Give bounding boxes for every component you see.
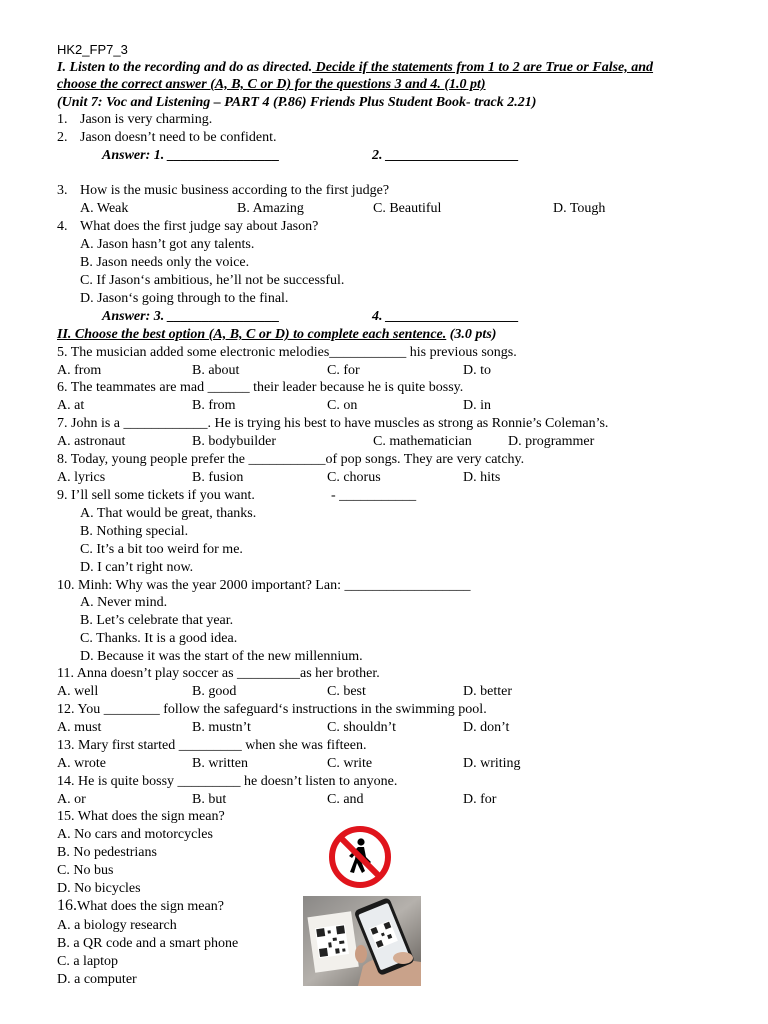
q8-option-c: C. chorus xyxy=(327,470,381,485)
q3-option-c: C. Beautiful xyxy=(373,201,442,216)
section2-title: II. Choose the best option (A, B, C or D) to complete each sentence. xyxy=(57,327,447,342)
section1-title: I. Listen to the recording and do as directed. xyxy=(57,60,313,75)
q5-option-c: C. for xyxy=(327,363,360,378)
q12-option-d: D. don’t xyxy=(463,720,510,735)
q7-option-b: B. bodybuilder xyxy=(192,434,276,449)
section1-instruction: Decide if the statements from 1 to 2 are True or False, and xyxy=(312,60,654,75)
answer-2-line: 2. ___________________ xyxy=(372,148,519,163)
question-13: 13. Mary first started _________ when she was fifteen. xyxy=(57,738,367,753)
q7-option-d: D. programmer xyxy=(508,434,595,449)
question-4: 4. What does the first judge say about Jason? xyxy=(57,219,319,234)
q5-option-b: B. about xyxy=(192,363,240,378)
q10-option-a: A. Never mind. xyxy=(80,595,168,610)
question-8: 8. Today, young people prefer the ___________of pop songs. They are very catchy. xyxy=(57,452,525,467)
q14-option-a: A. or xyxy=(57,792,86,807)
q11-option-c: C. best xyxy=(327,684,366,699)
q11-option-b: B. good xyxy=(192,684,237,699)
q12-option-c: C. shouldn’t xyxy=(327,720,396,735)
question-15: 15. What does the sign mean? xyxy=(57,809,225,824)
question-9-blank: - ___________ xyxy=(331,488,417,503)
q4-option-a: A. Jason hasn’t got any talents. xyxy=(80,237,255,252)
question-14: 14. He is quite bossy _________ he doesn’t listen to anyone. xyxy=(57,774,398,789)
q8-option-b: B. fusion xyxy=(192,470,244,485)
q4-option-b: B. Jason needs only the voice. xyxy=(80,255,250,270)
question-6: 6. The teammates are mad ______ their leader because he is quite bossy. xyxy=(57,380,464,395)
section2-points: (3.0 pts) xyxy=(446,327,497,342)
q10-option-d: D. Because it was the start of the new millennium. xyxy=(80,649,363,664)
q8-option-a: A. lyrics xyxy=(57,470,106,485)
q5-option-a: A. from xyxy=(57,363,102,378)
answer-3-line: Answer: 3. ________________ xyxy=(102,309,280,324)
q6-option-c: C. on xyxy=(327,398,358,413)
q11-option-a: A. well xyxy=(57,684,99,699)
q6-option-a: A. at xyxy=(57,398,85,413)
q15-option-a: A. No cars and motorcycles xyxy=(57,827,213,842)
q13-option-c: C. write xyxy=(327,756,373,771)
q9-option-c: C. It’s a bit too weird for me. xyxy=(80,542,243,557)
q16-option-c: C. a laptop xyxy=(57,954,119,969)
q11-option-d: D. better xyxy=(463,684,512,699)
section1-heading-line3: (Unit 7: Voc and Listening – PART 4 (P.86) Friends Plus Student Book- track 2.21) xyxy=(57,95,537,110)
q16-option-b: B. a QR code and a smart phone xyxy=(57,936,239,951)
statement-1-text: Jason is very charming. xyxy=(80,112,213,127)
question-11: 11. Anna doesn’t play soccer as _________as her brother. xyxy=(57,666,380,681)
statement-1: 1. Jason is very charming. xyxy=(57,112,213,127)
section1-heading-line1 xyxy=(57,60,653,76)
q13-option-d: D. writing xyxy=(463,756,521,771)
q14-option-c: C. and xyxy=(327,792,364,807)
q13-option-a: A. wrote xyxy=(57,756,106,771)
q7-option-c: C. mathematician xyxy=(373,434,472,449)
q15-option-b: B. No pedestrians xyxy=(57,845,157,860)
qr-code-phone-icon xyxy=(303,896,421,986)
section1-heading-line2: choose the correct answer (A, B, C or D) for the questions 3 and 4. (1.0 pt) xyxy=(57,77,486,92)
question-16 xyxy=(57,898,224,915)
qr-phone-photo xyxy=(303,896,421,986)
statement-2-text: Jason doesn’t need to be confident. xyxy=(80,130,277,145)
question-16-number: 16. xyxy=(57,897,77,914)
q6-option-b: B. from xyxy=(192,398,236,413)
q12-option-a: A. must xyxy=(57,720,102,735)
q5-option-d: D. to xyxy=(463,363,491,378)
q3-option-b: B. Amazing xyxy=(237,201,304,216)
worksheet-code: HK2_FP7_3 xyxy=(57,42,128,57)
q14-option-d: D. for xyxy=(463,792,497,807)
question-16-text: What does the sign mean? xyxy=(77,899,224,914)
question-3-text: How is the music business according to the first judge? xyxy=(80,183,390,198)
q10-option-c: C. Thanks. It is a good idea. xyxy=(80,631,238,646)
q9-option-b: B. Nothing special. xyxy=(80,524,189,539)
statement-2: 2. Jason doesn’t need to be confident. xyxy=(57,130,277,145)
q12-option-b: B. mustn’t xyxy=(192,720,251,735)
question-12: 12. You ________ follow the safeguard‘s instructions in the swimming pool. xyxy=(57,702,487,717)
q16-option-a: A. a biology research xyxy=(57,918,177,933)
q9-option-d: D. I can’t right now. xyxy=(80,560,194,575)
q13-option-b: B. written xyxy=(192,756,248,771)
question-3: 3. How is the music business according to the first judge? xyxy=(57,183,390,198)
q7-option-a: A. astronaut xyxy=(57,434,126,449)
no-pedestrians-sign-icon xyxy=(328,825,392,889)
answer-4-line: 4. ___________________ xyxy=(372,309,519,324)
question-4-text: What does the first judge say about Jason? xyxy=(80,219,319,234)
q9-option-a: A. That would be great, thanks. xyxy=(80,506,257,521)
answer-1-line: Answer: 1. ________________ xyxy=(102,148,280,163)
q3-option-a: A. Weak xyxy=(80,201,129,216)
q14-option-b: B. but xyxy=(192,792,227,807)
q15-option-c: C. No bus xyxy=(57,863,114,878)
question-5: 5. The musician added some electronic melodies___________ his previous songs. xyxy=(57,345,517,360)
section2-heading xyxy=(57,327,496,343)
q4-option-c: C. If Jason‘s ambitious, he’ll not be successful. xyxy=(80,273,345,288)
q16-option-d: D. a computer xyxy=(57,972,137,987)
q4-option-d: D. Jason‘s going through to the final. xyxy=(80,291,289,306)
q10-option-b: B. Let’s celebrate that year. xyxy=(80,613,234,628)
question-9: 9. I’ll sell some tickets if you want. xyxy=(57,488,255,503)
q8-option-d: D. hits xyxy=(463,470,501,485)
q15-option-d: D. No bicycles xyxy=(57,881,141,896)
q3-option-d: D. Tough xyxy=(553,201,606,216)
q6-option-d: D. in xyxy=(463,398,491,413)
question-10: 10. Minh: Why was the year 2000 important? Lan: __________________ xyxy=(57,578,471,593)
question-7: 7. John is a ____________. He is trying his best to have muscles as strong as Ronnie’s Coleman’s. xyxy=(57,416,609,431)
